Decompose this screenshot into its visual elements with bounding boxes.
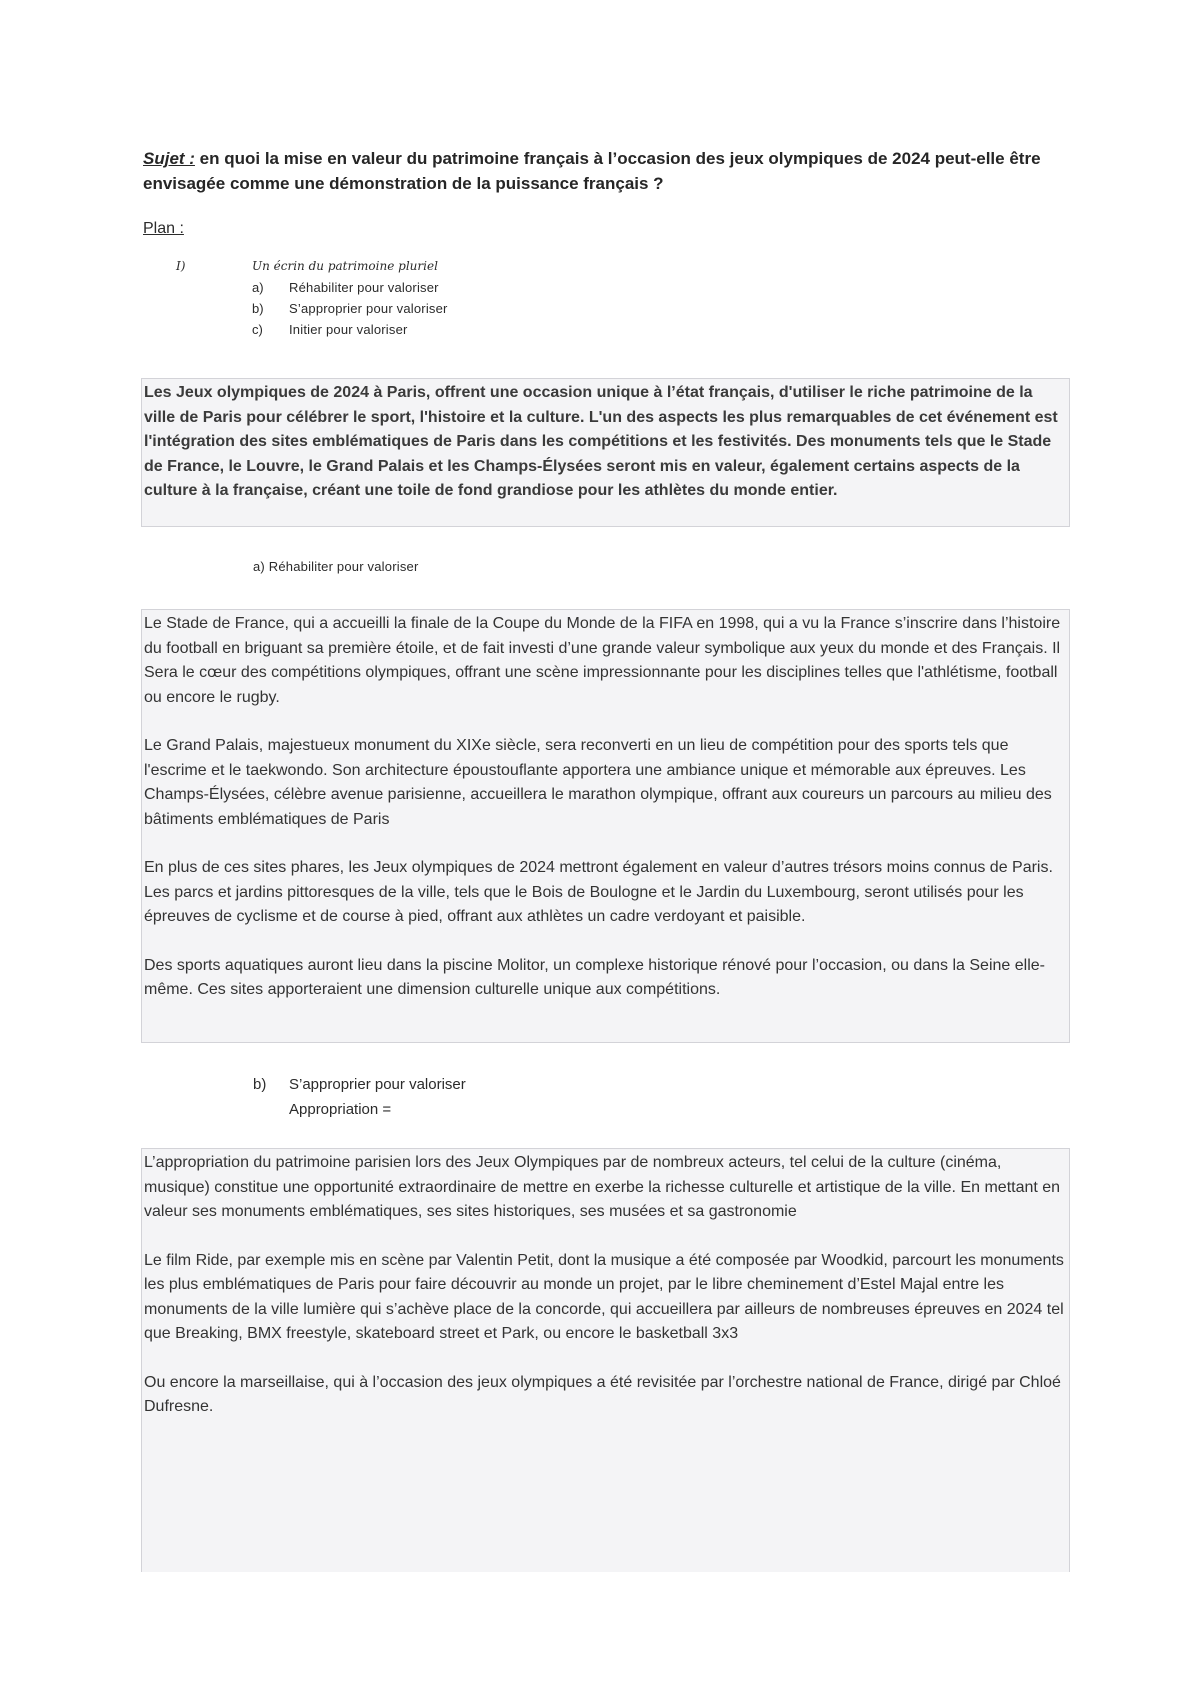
outline-item-letter: c) <box>252 322 263 337</box>
section-a-paragraph: En plus de ces sites phares, les Jeux olympiques de 2024 mettront également en valeur d’autres trésors moins connus de Paris. Les parcs et jardins pittoresques de la ville, tels que le Bois de Boulogne et le Jardin du Luxembourg, seront utilisés pour les épreuves de cyclisme et de course à pied, offrant aux athlètes un cadre verdoyant et paisible. <box>144 859 1053 925</box>
outline-item-letter: a) <box>252 280 264 295</box>
part-number: I) <box>176 259 186 273</box>
subject-label: Sujet : <box>143 149 195 168</box>
section-a-box <box>141 609 1070 1043</box>
outline-item-text: Réhabiliter pour valoriser <box>289 280 439 295</box>
intro-box <box>141 378 1070 527</box>
outline-item-text: Initier pour valoriser <box>289 322 408 337</box>
section-b-paragraph: Le film Ride, par exemple mis en scène par Valentin Petit, dont la musique a été composée par Woodkid, parcourt les monuments les plus emblématiques de Paris pour faire découvrir au monde un projet, par le libre cheminement d’Estel Majal entre les monuments de la ville lumière qui s’achève place de la concorde, qui accueillera par ailleurs de nombreuses épreuves en 2024 tel que Breaking, BMX freestyle, skateboard street et Park, ou encore le basketball 3x3 <box>144 1251 1064 1342</box>
outline-item-letter: b) <box>252 301 264 316</box>
section-b-subheading: Appropriation = <box>289 1101 392 1118</box>
outline-item <box>176 277 676 298</box>
plan-label: Plan : <box>143 220 184 237</box>
section-a-paragraph: Le Stade de France, qui a accueilli la finale de la Coupe du Monde de la FIFA en 1998, qui a vu la France s’inscrire dans l’histoire du football en briguant sa première étoile, et de fait investi d’une grande valeur symbolique aux yeux du monde et des Français. Il Sera le cœur des compétitions olympiques, offrant une scène impressionnante pour les disciplines telles que l'athlétisme, football ou encore le rugby. <box>144 615 1061 706</box>
outline-item <box>176 319 676 340</box>
section-b-box <box>141 1148 1070 1572</box>
section-b-heading <box>253 1072 466 1097</box>
section-a-paragraph: Des sports aquatiques auront lieu dans la piscine Molitor, un complexe historique rénové pour l’occasion, ou dans la Seine elle-même. Ces sites apporteraient une dimension culturelle unique aux compétitions. <box>144 956 1045 998</box>
outline-part <box>176 256 676 277</box>
section-b-paragraph: L’appropriation du patrimoine parisien lors des Jeux Olympiques par de nombreux acteurs, tel celui de la culture (cinéma, musique) constitue une opportunité extraordinaire de mettre en exerbe la richesse culturelle et artistique de la ville. En mettant en valeur ses monuments emblématiques, ses sites historiques, ses musées et sa gastronomie <box>144 1154 1061 1220</box>
section-b-paragraph: Ou encore la marseillaise, qui à l’occasion des jeux olympiques a été revisitée par l’orchestre national de France, dirigé par Chloé Dufresne. <box>144 1373 1061 1415</box>
plan-outline <box>176 256 676 340</box>
subject <box>143 146 1068 196</box>
section-a-paragraph: Le Grand Palais, majestueux monument du XIXe siècle, sera reconverti en un lieu de compétition pour des sports tels que l'escrime et le taekwondo. Son architecture époustouflante apportera une ambiance unique et mémorable aux épreuves. Les Champs-Élysées, célèbre avenue parisienne, accueillera le marathon olympique, offrant aux coureurs un parcours au milieu des bâtiments emblématiques de Paris <box>144 737 1052 828</box>
intro-paragraph: Les Jeux olympiques de 2024 à Paris, offrent une occasion unique à l’état français, d'utiliser le riche patrimoine de la ville de Paris pour célébrer le sport, l'histoire et la culture. L'un des aspects les plus remarquables de cet événement est l'intégration des sites emblématiques de Paris dans les compétitions et les festivités. Des monuments tels que le Stade de France, le Louvre, le Grand Palais et les Champs-Élysées seront mis en valeur, également certains aspects de la culture à la française, créant une toile de fond grandiose pour les athlètes du monde entier. <box>144 384 1058 499</box>
section-b-letter: b) <box>253 1076 267 1093</box>
outline-item-text: S’approprier pour valoriser <box>289 301 448 316</box>
outline-item <box>176 298 676 319</box>
section-a-heading: a) Réhabiliter pour valoriser <box>253 559 419 574</box>
section-b-heading-block <box>253 1072 466 1122</box>
part-title: Un écrin du patrimoine pluriel <box>252 259 438 273</box>
section-b-title: S’approprier pour valoriser <box>289 1076 466 1093</box>
subject-text: en quoi la mise en valeur du patrimoine français à l’occasion des jeux olympiques de 2024 peut-elle être envisagée comme une démonstration de la puissance français ? <box>143 149 1041 193</box>
